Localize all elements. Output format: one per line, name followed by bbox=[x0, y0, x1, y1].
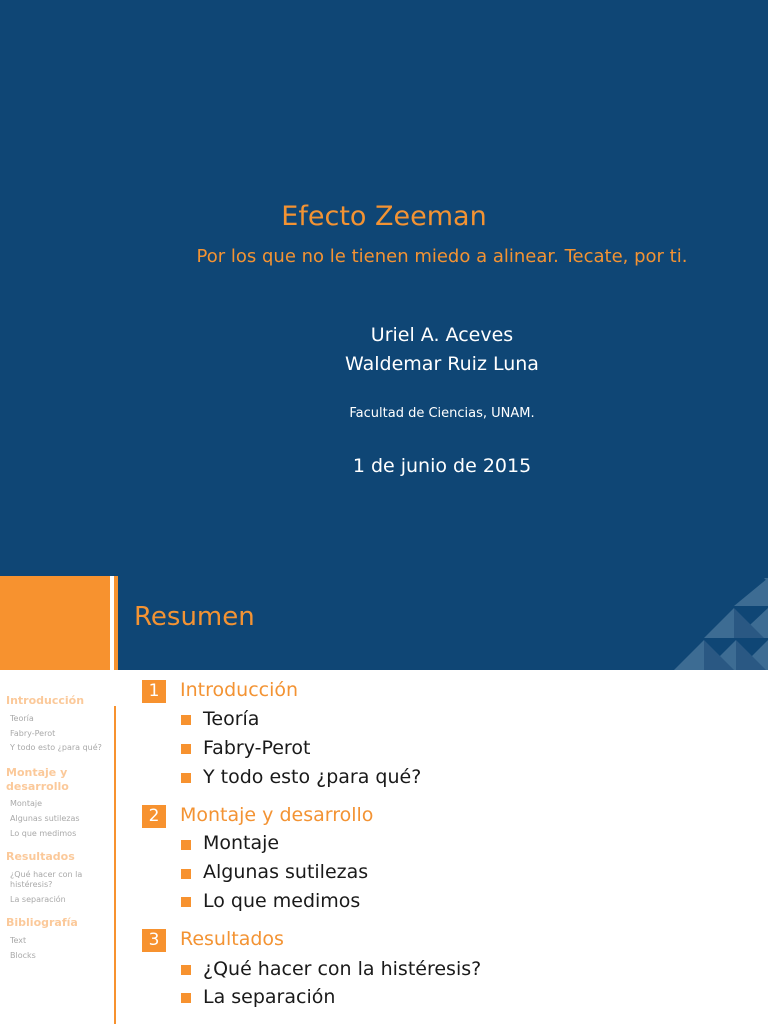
toc-item-teoria[interactable]: Teoría bbox=[203, 708, 260, 730]
sidebar-item-teoria[interactable]: Teoría bbox=[10, 714, 34, 723]
toc-section-montaje[interactable]: Montaje y desarrollo bbox=[180, 804, 374, 826]
sidebar-section-montaje[interactable]: Montaje y desarrollo bbox=[6, 766, 69, 793]
bullet-icon bbox=[181, 715, 191, 725]
sidebar-item-separacion[interactable]: La separación bbox=[10, 895, 66, 904]
toc-item-sutilezas[interactable]: Algunas sutilezas bbox=[203, 861, 369, 883]
bullet-icon bbox=[181, 744, 191, 754]
presentation-subtitle: Por los que no le tienen miedo a alinear. Tecate, por ti. bbox=[196, 246, 688, 267]
bullet-icon bbox=[181, 897, 191, 907]
toc-section-introduccion[interactable]: Introducción bbox=[180, 679, 299, 701]
institute: Facultad de Ciencias, UNAM. bbox=[349, 406, 535, 421]
bullet-icon bbox=[181, 773, 191, 783]
outline-slide bbox=[0, 576, 768, 1024]
toc-item-histeresis[interactable]: ¿Qué hacer con la histéresis? bbox=[203, 958, 482, 980]
sidebar-section-introduccion[interactable]: Introducción bbox=[6, 694, 85, 707]
sidebar-item-text[interactable]: Text bbox=[10, 936, 27, 945]
presentation-date: 1 de junio de 2015 bbox=[352, 455, 532, 477]
sidebar-section-resultados[interactable]: Resultados bbox=[6, 850, 75, 863]
sidebar-item-montaje[interactable]: Montaje bbox=[10, 799, 43, 808]
frame-title: Resumen bbox=[134, 602, 255, 632]
sidebar-item-para-que[interactable]: Y todo esto ¿para qué? bbox=[10, 743, 102, 752]
author-1: Uriel A. Aceves bbox=[370, 324, 514, 346]
toc-item-lo-que-medimos[interactable]: Lo que medimos bbox=[203, 890, 361, 912]
toc-number-3: 3 bbox=[142, 929, 166, 952]
sidebar-section-bibliografia[interactable]: Bibliografía bbox=[6, 916, 78, 929]
sidebar-item-lo-que-medimos[interactable]: Lo que medimos bbox=[10, 829, 77, 838]
toc-item-para-que[interactable]: Y todo esto ¿para qué? bbox=[203, 766, 422, 788]
bullet-icon bbox=[181, 869, 191, 879]
bullet-icon bbox=[181, 993, 191, 1003]
toc-item-fabry-perot[interactable]: Fabry-Perot bbox=[203, 737, 311, 759]
sidebar-item-fabry-perot[interactable]: Fabry-Perot bbox=[10, 729, 56, 738]
bullet-icon bbox=[181, 840, 191, 850]
bullet-icon bbox=[181, 965, 191, 975]
table-of-contents bbox=[0, 576, 768, 1024]
author-2: Waldemar Ruiz Luna bbox=[345, 353, 539, 375]
sidebar-item-histeresis[interactable]: ¿Qué hacer con la histéresis? bbox=[10, 870, 83, 889]
toc-item-montaje[interactable]: Montaje bbox=[203, 832, 280, 854]
presentation-title: Efecto Zeeman bbox=[281, 201, 487, 232]
sidebar-item-blocks[interactable]: Blocks bbox=[10, 951, 36, 960]
sidebar-item-sutilezas[interactable]: Algunas sutilezas bbox=[10, 814, 80, 823]
toc-number-2: 2 bbox=[142, 805, 166, 828]
toc-section-resultados[interactable]: Resultados bbox=[180, 928, 284, 950]
toc-item-separacion[interactable]: La separación bbox=[203, 986, 336, 1008]
toc-number-1: 1 bbox=[142, 680, 166, 703]
